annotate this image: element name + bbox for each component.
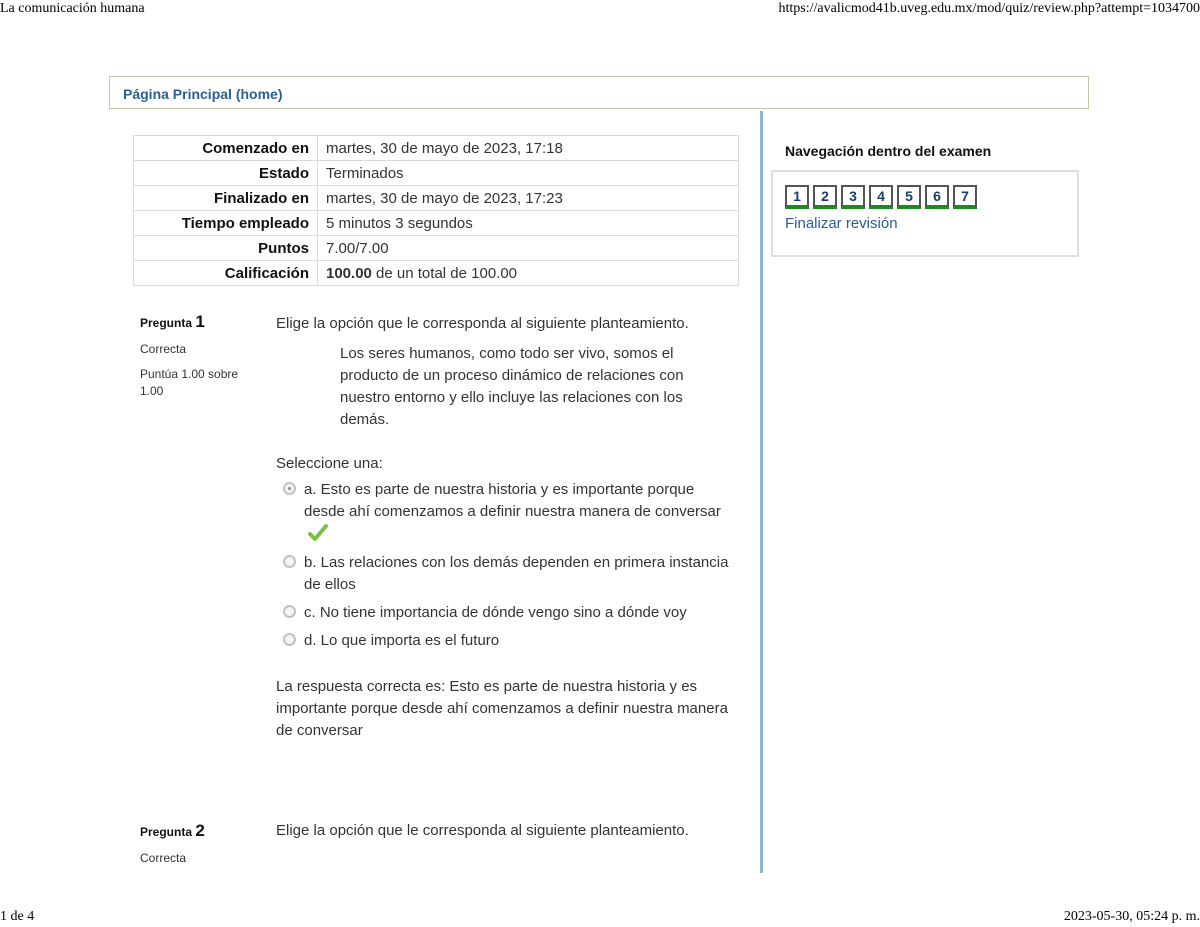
summary-label: Finalizado en	[134, 186, 318, 211]
radio-button[interactable]	[283, 633, 296, 646]
breadcrumb-navbar	[109, 76, 1089, 109]
question-nav-button-1[interactable]	[785, 185, 809, 209]
question-nav-number: 4	[877, 188, 885, 204]
summary-label: Tiempo empleado	[134, 211, 318, 236]
question-nav-number: 7	[961, 188, 969, 204]
summary-row-grade	[134, 261, 739, 286]
home-link[interactable]: Página Principal (home)	[123, 86, 283, 102]
summary-label: Estado	[134, 161, 318, 186]
summary-value: martes, 30 de mayo de 2023, 17:23	[318, 186, 739, 211]
question-1-content	[276, 313, 736, 742]
quiz-navigation-title: Navegación dentro del examen	[785, 143, 992, 159]
question-number: 2	[195, 821, 205, 840]
question-number: 1	[195, 312, 205, 331]
answer-prompt: Seleccione una:	[276, 455, 383, 472]
summary-row	[134, 186, 739, 211]
summary-row	[134, 136, 739, 161]
question-nav-number: 5	[905, 188, 913, 204]
summary-row	[134, 161, 739, 186]
answer-option-a[interactable]	[276, 479, 736, 546]
grade-value	[318, 261, 739, 286]
correct-check-icon	[308, 523, 328, 543]
answer-option-label: d. Lo que importa es el futuro	[304, 632, 500, 649]
grade-score: 100.00	[326, 264, 372, 282]
question-2-info	[140, 821, 205, 865]
answer-option-b[interactable]	[276, 552, 736, 596]
answer-options	[276, 479, 736, 652]
answer-option-label: b. Las relaciones con los demás dependen en primera instancia de ellos	[304, 554, 729, 593]
summary-row	[134, 236, 739, 261]
print-page-url: https://avalicmod41b.uveg.edu.mx/mod/quiz/review.php?attempt=1034700	[778, 1, 1200, 16]
question-buttons	[785, 185, 1065, 209]
summary-label: Comenzado en	[134, 136, 318, 161]
question-statement: Los seres humanos, como todo ser vivo, somos el producto de un proceso dinámico de relaciones con nuestro entorno y ello incluye las relaciones con los demás.	[340, 345, 684, 428]
summary-value: 5 minutos 3 segundos	[318, 211, 739, 236]
question-nav-number: 3	[849, 188, 857, 204]
answer-option-label: a. Esto es parte de nuestra historia y es importante porque desde ahí comenzamos a definir nuestra manera de conversar	[304, 481, 721, 520]
summary-value: martes, 30 de mayo de 2023, 17:18	[318, 136, 739, 161]
grade-label: Calificación	[134, 261, 318, 286]
radio-button[interactable]	[283, 605, 296, 618]
question-text: Elige la opción que le corresponda al siguiente planteamiento.	[276, 822, 689, 839]
question-nav-button-4[interactable]	[869, 185, 893, 209]
summary-row	[134, 211, 739, 236]
print-page-number: 1 de 4	[0, 909, 35, 924]
finish-review-link[interactable]: Finalizar revisión	[785, 215, 898, 232]
question-1-info	[140, 312, 255, 400]
radio-button-selected[interactable]	[283, 482, 296, 495]
question-state: Correcta	[140, 342, 187, 356]
question-nav-number: 6	[933, 188, 941, 204]
answer-option-d[interactable]	[276, 630, 736, 652]
question-nav-button-5[interactable]	[897, 185, 921, 209]
grade-total: de un total de 100.00	[371, 264, 518, 282]
question-2-content	[276, 820, 736, 842]
print-page-title: La comunicación humana	[0, 1, 145, 16]
question-grade: Puntúa 1.00 sobre 1.00	[140, 367, 239, 398]
summary-label: Puntos	[134, 236, 318, 261]
answer-option-label: c. No tiene importancia de dónde vengo sino a dónde voy	[304, 604, 687, 621]
question-nav-button-7[interactable]	[953, 185, 977, 209]
question-nav-button-3[interactable]	[841, 185, 865, 209]
print-datetime: 2023-05-30, 05:24 p. m.	[1063, 909, 1200, 924]
question-text: Elige la opción que le corresponda al siguiente planteamiento.	[276, 315, 689, 332]
answer-option-c[interactable]	[276, 602, 736, 624]
question-nav-button-6[interactable]	[925, 185, 949, 209]
question-nav-number: 1	[793, 188, 801, 204]
question-nav-button-2[interactable]	[813, 185, 837, 209]
question-nav-number: 2	[821, 188, 829, 204]
right-answer-feedback: La respuesta correcta es: Esto es parte de nuestra historia y es importante porque desde ahí comenzamos a definir nuestra manera de conversar	[276, 678, 728, 739]
question-label: Pregunta	[140, 825, 193, 839]
question-state: Correcta	[140, 851, 187, 865]
question-label: Pregunta	[140, 316, 193, 330]
column-divider	[760, 111, 763, 873]
quiz-navigation-content	[771, 170, 1079, 257]
summary-value: 7.00/7.00	[318, 236, 739, 261]
quiz-navigation-block	[771, 139, 1079, 257]
attempt-summary-table	[133, 135, 739, 286]
summary-value: Terminados	[318, 161, 739, 186]
radio-button[interactable]	[283, 555, 296, 568]
